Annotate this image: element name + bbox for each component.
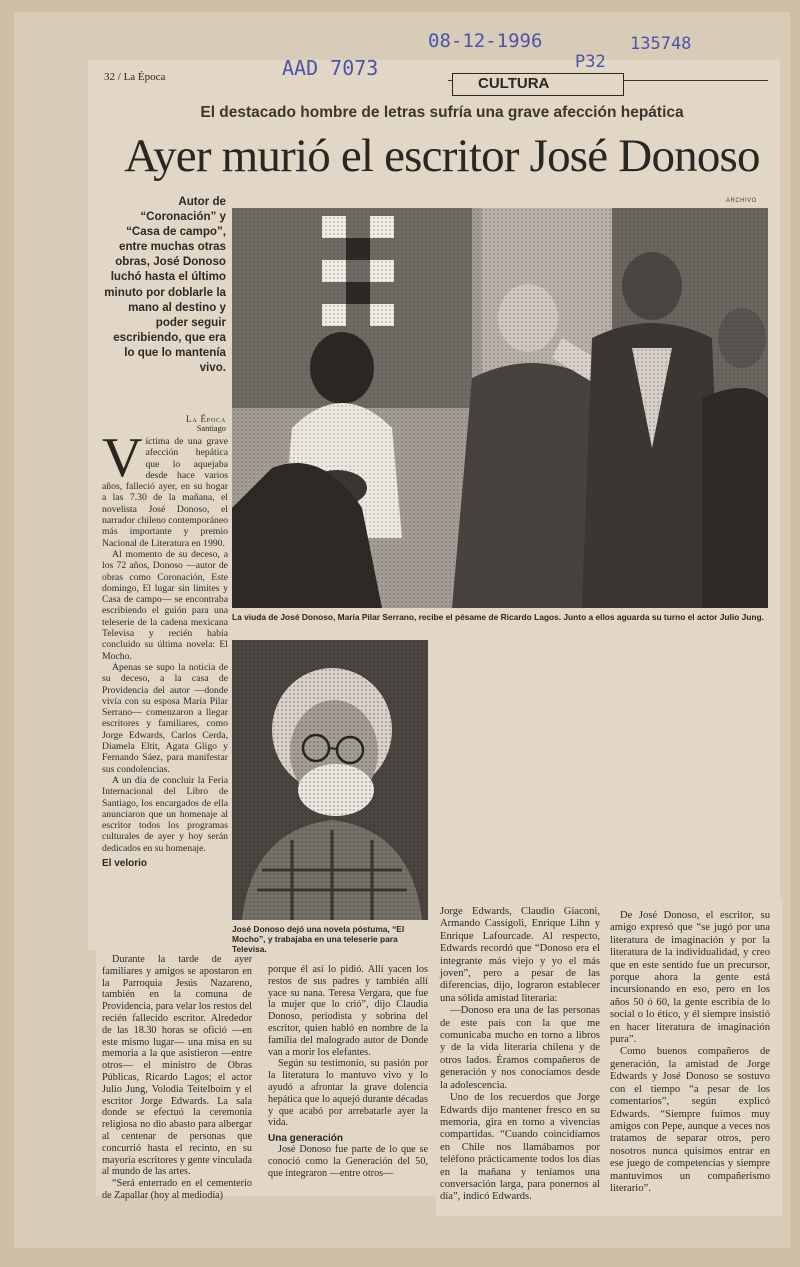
col1-paragraph-4: A un día de concluir la Feria Internacional del Libro de Santiago, los encargados de ella anunciaron que un homenaje al escritor todos los programas culturales de ayer y hoy serán dedicados en su homenaje. [102, 774, 228, 854]
col1-paragraph-1: íctima de una grave afección hepática que lo aquejaba desde hace varios años, falleció ayer, en su hogar a las 7.30 de la mañana, el novelista José Donoso, el narrador chileno contemporáneo más importante y premio Nacional de Literatura en 1990. [102, 436, 228, 549]
col2-paragraph-1: porque él así lo pidió. Allí yacen los restos de sus padres y también allí yace su nana. Teresa Vergara, que fue la mujer que lo crió”, dijo Claudia Donoso, periodista y sobrina del escritor, quien habló en nombre de la familia del malogrado autor de Donde van a morir los elefantes. [268, 964, 428, 1058]
folio-separator: / [117, 71, 121, 83]
headline: Ayer murió el escritor José Donoso [124, 130, 760, 182]
main-photo-caption: La viuda de José Donoso, María Pilar Serrano, recibe el pésame de Ricardo Lagos. Junto a ellos aguarda su turno el actor Julio Jung. [232, 612, 764, 622]
kicker: El destacado hombre de letras sufría una grave afección hepática [200, 104, 684, 121]
jose-donoso-portrait-image [232, 640, 428, 920]
col3-paragraph-1: Jorge Edwards, Claudio Giaconi, Armando Cassígoli, Enrique Lihn y Enrique Lafourcade. Al respecto, Edwards recordó que “Donoso era el integrante más viejo y yo el más joven”, pero a pesar de las diferencias, dijo, lograron establecer una sólida amistad literaria: [440, 906, 600, 1004]
byline-city: Santiago [196, 424, 226, 433]
handwritten-archive-number: 135748 [630, 34, 692, 54]
col1-paragraph-3: Apenas se supo la noticia de su deceso, a la casa de Providencia del autor —donde vivía con su esposa María Pilar Serrano— comenzaron a llegar escritores y familiares, como Jorge Edwards, Carlos Cerda, Diamela Eltit, Agata Gligo y Fernando Sáez, para manifestar sus condolencias. [102, 661, 228, 775]
page-folio [104, 71, 165, 83]
byline-paper: La Época [186, 414, 226, 424]
portrait-caption: José Donoso dejó una novela póstuma, “El Mocho”, y trabajaba en una teleserie para Televisa. [232, 924, 405, 954]
column-4 [610, 910, 770, 1195]
column-1-lower [102, 954, 252, 1202]
col3-paragraph-2: —Donoso era una de las personas de este país con la que me comunicaba mucho en torno a libros y de la vida literaria chilena y de otros lados. Éramos compañeros de generación y nos conocíamos desde la adolescencia. [440, 1005, 600, 1091]
drop-cap: V [102, 427, 143, 489]
newspaper-name: La Época [123, 71, 166, 83]
col1-paragraph-6: “Será enterrado en el cementerio de Zapallar (hoy al mediodía) [102, 1178, 252, 1201]
portrait-photo [232, 640, 428, 920]
col2-paragraph-2: Según su testimonio, su pasión por la literatura lo mantuvo vivo y lo ayudó a afrontar la grave dolencia hepática que lo aquejó durante décadas y que acabó por arrebatarle ayer la vida. [268, 1058, 428, 1129]
page-number: 32 [104, 71, 115, 83]
main-photo [232, 208, 768, 608]
subhead-generacion: Una generación [268, 1133, 344, 1145]
subhead-velorio: El velorio [102, 857, 148, 869]
lead-paragraph: Autor de “Coronación” y “Casa de campo”, entre muchas otras obras, José Donoso luchó hasta el último minuto por doblarle la mano al destino y poder seguir escribiendo, que era lo que lo mantenía vivo. [104, 195, 226, 375]
condolence-scene-image [232, 208, 768, 608]
column-2 [268, 964, 428, 1180]
col2-paragraph-3: José Donoso fue parte de lo que se conoció como la Generación del 50, que integraron —entre otros— [268, 1144, 428, 1179]
column-3 [440, 906, 600, 1204]
col1-paragraph-5: Durante la tarde de ayer familiares y amigos se apostaron en la Parroquia Jesús Nazareno, también en la comuna de Providencia, para velar los restos del recién fallecido escritor. Alrededor de las 18.30 horas se ofició —en este mismo lugar— una misa en su memoria a la que asistieron —entre otros— el ministro de Obras Públicas, Ricardo Lagos; el actor Julio Jung, Volodia Teitelboim y el escritor Jorge Edwards. La sala donde se efectuó la ceremonia religiosa no dio abasto para albergar al centenar de personas que concurrió hasta el recinto, en su mayoría escritores y gente vinculada al mundo de las artes. [102, 954, 252, 1178]
col1-paragraph-2: Al momento de su deceso, a los 72 años, Donoso —autor de obras como Coronación, Este domingo, El lugar sin límites y Casa de campo— se encontraba escribiendo el guión para una teleserie de la cadena mexicana Televisa y recién había concluido su última novela: El Mocho. [102, 548, 228, 662]
handwritten-code: AAD 7073 [282, 56, 379, 80]
col4-paragraph-2: Como buenos compañeros de generación, la amistad de Jorge Edwards y José Donoso se sostuvo con el tiempo “a pesar de los comentarios”, según explicó Edwards. “Siempre fuimos muy amigos con Pepe, aunque a veces nos tratamos de separar otros, pero nosotros nunca quisimos entrar en ese juego de competencias y siempre mantuvimos un compañerismo literario”. [610, 1046, 770, 1194]
col3-paragraph-3: Uno de los recuerdos que Jorge Edwards dijo mantener fresco en su memoria, gira en torno a vivencias compartidas. “Cuando coincidíamos en Chile nos llamábamos por teléfono prácticamente todos los días en la mañana y teníamos una conversación larga, para ponernos al día”, indicó Edwards. [440, 1092, 600, 1203]
col4-paragraph-1: De José Donoso, el escritor, su amigo expresó que “se jugó por una literatura de imaginación y por la literatura de la individualidad, y creo que en este sentido fue un precursor, porque ahora la gente está incursionando en eso, pero en los años 50 ó 60, la gente escribía de lo social o lo ético, y él siempre insistió en hacer literatura de imaginación pura”. [610, 910, 770, 1046]
section-label: CULTURA [478, 75, 550, 92]
handwritten-date: 08-12-1996 [428, 30, 543, 52]
handwritten-page-ref: P32 [575, 52, 606, 72]
column-1 [102, 427, 228, 869]
photo-credit: ARCHIVO [726, 198, 757, 204]
